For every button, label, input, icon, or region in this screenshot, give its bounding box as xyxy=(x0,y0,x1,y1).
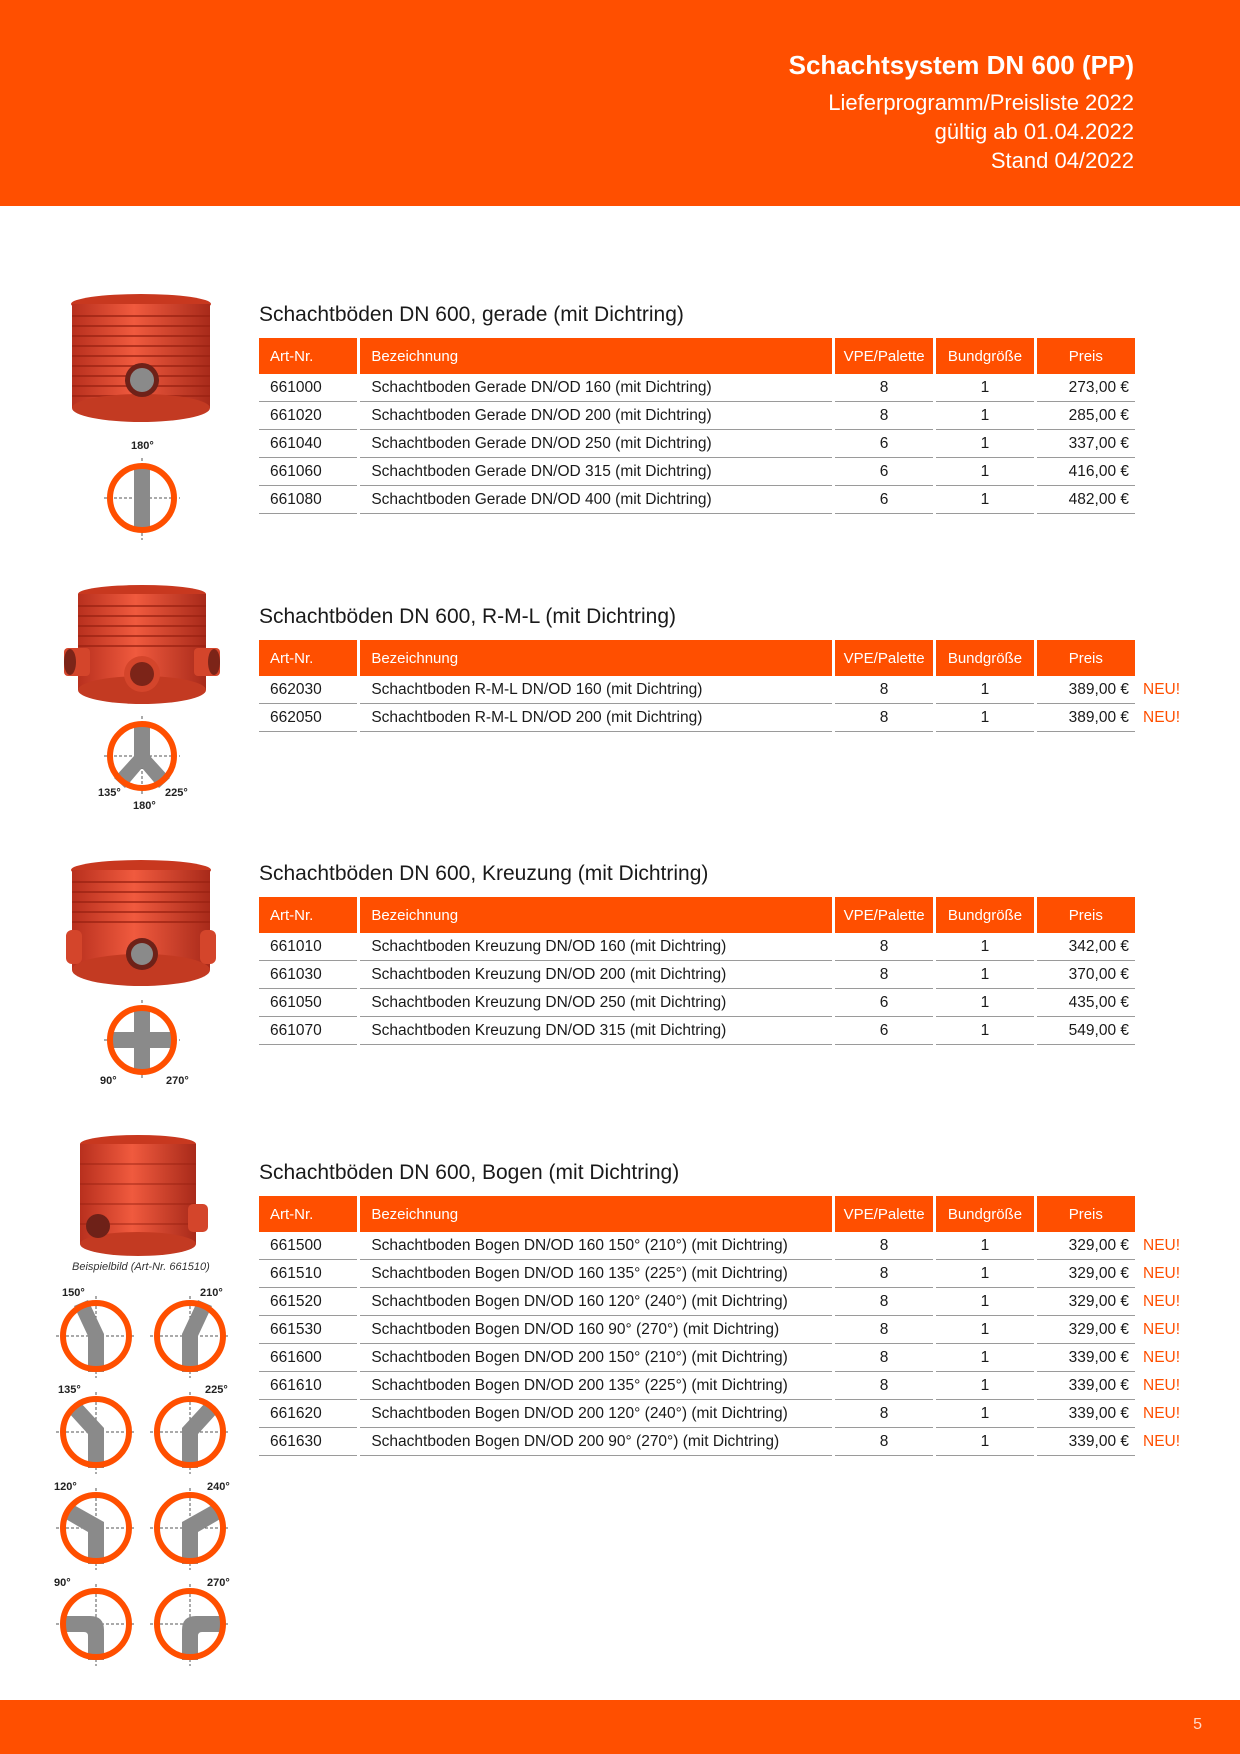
vpe-cell xyxy=(835,430,933,458)
bundle-size-cell-text: 1 xyxy=(980,1292,990,1310)
price-cell-text: 329,00 € xyxy=(1068,1320,1129,1338)
price-table xyxy=(256,338,1138,514)
new-badge: NEU! xyxy=(1143,1377,1181,1394)
angle-label: 270° xyxy=(207,1577,230,1589)
col-header-preis: Preis xyxy=(1037,640,1135,676)
description-cell-text: Schachtboden Bogen DN/OD 200 150° (210°) (mit Dichtring) xyxy=(371,1348,788,1366)
vpe-cell-text: 8 xyxy=(879,680,889,698)
col-header-bezeichnung: Bezeichnung xyxy=(360,1196,832,1232)
description-cell xyxy=(360,1400,832,1428)
valid-from-text: gültig ab 01.04.2022 xyxy=(934,119,1134,144)
article-number-cell-text: 661050 xyxy=(270,993,322,1011)
price-cell xyxy=(1037,1288,1181,1316)
col-header-bezeichnung: Bezeichnung xyxy=(360,338,832,374)
bundle-size-cell-text: 1 xyxy=(980,378,990,396)
col-header-bund: Bundgröße xyxy=(936,897,1033,933)
description-cell xyxy=(360,1428,832,1456)
article-number-cell xyxy=(259,1316,357,1344)
article-number-cell-text: 661070 xyxy=(270,1021,322,1039)
page-header xyxy=(0,0,1240,206)
bundle-size-cell xyxy=(936,1017,1033,1045)
diagram-bogen-120-icon xyxy=(56,1488,136,1570)
bundle-size-cell-text: 1 xyxy=(980,965,990,983)
article-number-cell-text: 661610 xyxy=(270,1376,322,1394)
price-table xyxy=(256,897,1138,1045)
description-cell-text: Schachtboden R-M-L DN/OD 200 (mit Dichtring) xyxy=(371,708,703,726)
bundle-size-cell xyxy=(936,961,1033,989)
vpe-cell-text: 8 xyxy=(879,1320,889,1338)
price-cell xyxy=(1037,1400,1181,1428)
table-row xyxy=(259,1232,1135,1260)
description-cell xyxy=(360,1288,832,1316)
description-cell-text: Schachtboden Gerade DN/OD 400 (mit Dichtring) xyxy=(371,490,712,508)
vpe-cell-text: 8 xyxy=(879,378,889,396)
article-number-cell xyxy=(259,374,357,402)
bundle-size-cell-text: 1 xyxy=(980,1376,990,1394)
vpe-cell-text: 8 xyxy=(879,708,889,726)
section-title: Schachtböden DN 600, R-M-L (mit Dichtring) xyxy=(259,605,677,628)
price-cell-text: 285,00 € xyxy=(1068,406,1129,424)
article-number-cell-text: 661500 xyxy=(270,1236,322,1254)
new-badge: NEU! xyxy=(1143,1349,1181,1366)
col-header-art: Art-Nr. xyxy=(259,897,357,933)
col-header-vpe: VPE/Palette xyxy=(835,338,933,374)
article-number-cell-text: 661010 xyxy=(270,937,322,955)
price-table xyxy=(256,640,1181,732)
price-cell-text: 389,00 € xyxy=(1068,680,1129,698)
table-row xyxy=(259,374,1135,402)
table-row xyxy=(259,458,1135,486)
vpe-cell-text: 8 xyxy=(879,965,889,983)
price-cell-text: 337,00 € xyxy=(1068,434,1129,452)
bundle-size-cell-text: 1 xyxy=(980,708,990,726)
bundle-size-cell-text: 1 xyxy=(980,1348,990,1366)
col-header-bezeichnung: Bezeichnung xyxy=(360,640,832,676)
description-cell-text: Schachtboden Bogen DN/OD 160 90° (270°) (mit Dichtring) xyxy=(371,1320,780,1338)
version-text: Stand 04/2022 xyxy=(990,148,1134,173)
article-number-cell-text: 661000 xyxy=(270,378,322,396)
col-header-vpe: VPE/Palette xyxy=(835,640,933,676)
col-header-vpe: VPE/Palette xyxy=(835,1196,933,1232)
vpe-cell xyxy=(835,458,933,486)
article-number-cell xyxy=(259,1232,357,1260)
description-cell-text: Schachtboden Bogen DN/OD 160 150° (210°) (mit Dichtring) xyxy=(371,1236,788,1254)
angle-label: 225° xyxy=(165,787,188,799)
bundle-size-cell xyxy=(936,486,1033,514)
article-number-cell-text: 662030 xyxy=(270,680,322,698)
diagram-rml-icon xyxy=(104,716,180,796)
diagram-gerade-icon xyxy=(104,458,180,540)
bundle-size-cell-text: 1 xyxy=(980,406,990,424)
table-row xyxy=(259,1428,1135,1456)
description-cell-text: Schachtboden Bogen DN/OD 200 120° (240°) (mit Dichtring) xyxy=(371,1404,788,1422)
page-number: 5 xyxy=(1193,1716,1202,1733)
description-cell xyxy=(360,486,832,514)
article-number-cell-text: 661620 xyxy=(270,1404,322,1422)
article-number-cell xyxy=(259,1372,357,1400)
vpe-cell xyxy=(835,374,933,402)
bundle-size-cell xyxy=(936,1428,1033,1456)
price-cell-text: 339,00 € xyxy=(1068,1376,1129,1394)
product-image-rml xyxy=(64,584,220,708)
bundle-size-cell-text: 1 xyxy=(980,1320,990,1338)
diagram-bogen-150-icon xyxy=(56,1296,136,1378)
table-row xyxy=(259,1344,1135,1372)
price-cell-text: 273,00 € xyxy=(1068,378,1129,396)
vpe-cell xyxy=(835,933,933,961)
article-number-cell-text: 661020 xyxy=(270,406,322,424)
article-number-cell-text: 661030 xyxy=(270,965,322,983)
vpe-cell-text: 6 xyxy=(879,462,889,480)
vpe-cell-text: 8 xyxy=(879,1292,889,1310)
new-badge: NEU! xyxy=(1143,1321,1181,1338)
price-cell-text: 549,00 € xyxy=(1068,1021,1129,1039)
bundle-size-cell-text: 1 xyxy=(980,1236,990,1254)
bundle-size-cell xyxy=(936,1400,1033,1428)
article-number-cell-text: 661510 xyxy=(270,1264,322,1282)
vpe-cell xyxy=(835,989,933,1017)
description-cell xyxy=(360,458,832,486)
angle-label: 180° xyxy=(133,800,156,812)
description-cell-text: Schachtboden Bogen DN/OD 160 120° (240°) (mit Dichtring) xyxy=(371,1292,788,1310)
vpe-cell xyxy=(835,1017,933,1045)
table-row xyxy=(259,1017,1135,1045)
table-row xyxy=(259,486,1135,514)
angle-label: 120° xyxy=(54,1481,77,1493)
article-number-cell-text: 662050 xyxy=(270,708,322,726)
description-cell-text: Schachtboden Kreuzung DN/OD 200 (mit Dichtring) xyxy=(371,965,727,983)
price-cell xyxy=(1037,374,1135,402)
product-image-bogen xyxy=(74,1134,212,1262)
vpe-cell xyxy=(835,402,933,430)
vpe-cell-text: 6 xyxy=(879,1021,889,1039)
description-cell xyxy=(360,1232,832,1260)
price-cell xyxy=(1037,486,1135,514)
article-number-cell xyxy=(259,1260,357,1288)
description-cell-text: Schachtboden Kreuzung DN/OD 315 (mit Dichtring) xyxy=(371,1021,727,1039)
bundle-size-cell xyxy=(936,989,1033,1017)
new-badge: NEU! xyxy=(1143,1433,1181,1450)
article-number-cell-text: 661080 xyxy=(270,490,322,508)
section-title: Schachtböden DN 600, gerade (mit Dichtring) xyxy=(259,303,684,326)
col-header-art: Art-Nr. xyxy=(259,1196,357,1232)
col-header-bund: Bundgröße xyxy=(936,338,1033,374)
vpe-cell xyxy=(835,1260,933,1288)
table-row xyxy=(259,1400,1135,1428)
price-cell xyxy=(1037,676,1181,704)
angle-label: 90° xyxy=(54,1577,71,1589)
bundle-size-cell xyxy=(936,704,1033,732)
new-badge: NEU! xyxy=(1143,681,1181,698)
diagram-bogen-135-icon xyxy=(56,1392,136,1474)
vpe-cell xyxy=(835,1316,933,1344)
product-image-kreuzung xyxy=(66,858,216,994)
price-cell xyxy=(1037,402,1135,430)
bundle-size-cell xyxy=(936,676,1033,704)
description-cell-text: Schachtboden Bogen DN/OD 200 135° (225°) (mit Dichtring) xyxy=(371,1376,788,1394)
description-cell xyxy=(360,676,832,704)
price-cell xyxy=(1037,933,1135,961)
description-cell xyxy=(360,1316,832,1344)
angle-label: 270° xyxy=(166,1075,189,1087)
description-cell-text: Schachtboden Gerade DN/OD 200 (mit Dichtring) xyxy=(371,406,712,424)
description-cell xyxy=(360,430,832,458)
bundle-size-cell-text: 1 xyxy=(980,490,990,508)
description-cell xyxy=(360,402,832,430)
price-cell-text: 342,00 € xyxy=(1068,937,1129,955)
article-number-cell xyxy=(259,1400,357,1428)
table-row xyxy=(259,676,1135,704)
article-number-cell-text: 661060 xyxy=(270,462,322,480)
vpe-cell-text: 8 xyxy=(879,1264,889,1282)
bundle-size-cell xyxy=(936,1316,1033,1344)
price-cell xyxy=(1037,961,1135,989)
section-rml xyxy=(259,602,1181,732)
price-cell xyxy=(1037,1017,1135,1045)
col-header-preis: Preis xyxy=(1037,1196,1135,1232)
price-cell xyxy=(1037,1316,1181,1344)
table-row xyxy=(259,1316,1135,1344)
description-cell xyxy=(360,374,832,402)
page-footer xyxy=(0,1700,1240,1754)
description-cell xyxy=(360,1017,832,1045)
diagram-bogen-90-icon xyxy=(56,1584,136,1666)
table-row xyxy=(259,704,1135,732)
article-number-cell xyxy=(259,1288,357,1316)
table-row xyxy=(259,1372,1135,1400)
product-image-gerade xyxy=(66,292,216,432)
angle-label: 135° xyxy=(58,1384,81,1396)
image-caption: Beispielbild (Art-Nr. 661510) xyxy=(72,1261,210,1273)
page-title: Schachtsystem DN 600 (PP) xyxy=(788,50,1134,80)
bundle-size-cell xyxy=(936,1288,1033,1316)
bundle-size-cell xyxy=(936,1260,1033,1288)
bundle-size-cell-text: 1 xyxy=(980,1404,990,1422)
bundle-size-cell xyxy=(936,430,1033,458)
price-cell-text: 329,00 € xyxy=(1068,1264,1129,1282)
article-number-cell-text: 661040 xyxy=(270,434,322,452)
angle-label: 225° xyxy=(205,1384,228,1396)
col-header-bund: Bundgröße xyxy=(936,640,1033,676)
article-number-cell xyxy=(259,1344,357,1372)
col-header-bezeichnung: Bezeichnung xyxy=(360,897,832,933)
bundle-size-cell-text: 1 xyxy=(980,1264,990,1282)
vpe-cell-text: 6 xyxy=(879,993,889,1011)
vpe-cell-text: 8 xyxy=(879,406,889,424)
vpe-cell-text: 6 xyxy=(879,490,889,508)
angle-label: 210° xyxy=(200,1287,223,1299)
angle-label: 240° xyxy=(207,1481,230,1493)
vpe-cell xyxy=(835,1288,933,1316)
new-badge: NEU! xyxy=(1143,1265,1181,1282)
price-cell xyxy=(1037,704,1181,732)
col-header-preis: Preis xyxy=(1037,338,1135,374)
price-cell xyxy=(1037,1260,1181,1288)
description-cell-text: Schachtboden Kreuzung DN/OD 250 (mit Dichtring) xyxy=(371,993,727,1011)
article-number-cell-text: 661520 xyxy=(270,1292,322,1310)
article-number-cell-text: 661530 xyxy=(270,1320,322,1338)
article-number-cell xyxy=(259,430,357,458)
price-cell xyxy=(1037,430,1135,458)
price-cell-text: 416,00 € xyxy=(1068,462,1129,480)
new-badge: NEU! xyxy=(1143,1293,1181,1310)
description-cell-text: Schachtboden Bogen DN/OD 160 135° (225°) (mit Dichtring) xyxy=(371,1264,788,1282)
price-cell-text: 482,00 € xyxy=(1068,490,1129,508)
price-table xyxy=(256,1196,1181,1456)
price-cell-text: 339,00 € xyxy=(1068,1348,1129,1366)
table-row xyxy=(259,402,1135,430)
article-number-cell xyxy=(259,961,357,989)
diagram-bogen-270-icon xyxy=(150,1584,230,1666)
section-title: Schachtböden DN 600, Kreuzung (mit Dichtring) xyxy=(259,862,709,885)
diagram-bogen-225-icon xyxy=(150,1392,230,1474)
article-number-cell xyxy=(259,458,357,486)
bundle-size-cell xyxy=(936,933,1033,961)
article-number-cell xyxy=(259,402,357,430)
vpe-cell xyxy=(835,1344,933,1372)
article-number-cell-text: 661630 xyxy=(270,1432,322,1450)
col-header-preis: Preis xyxy=(1037,897,1135,933)
table-row xyxy=(259,1260,1135,1288)
description-cell xyxy=(360,1372,832,1400)
vpe-cell-text: 6 xyxy=(879,434,889,452)
table-row xyxy=(259,961,1135,989)
description-cell xyxy=(360,704,832,732)
price-cell xyxy=(1037,989,1135,1017)
price-cell xyxy=(1037,458,1135,486)
table-row xyxy=(259,1288,1135,1316)
vpe-cell xyxy=(835,704,933,732)
vpe-cell-text: 8 xyxy=(879,1404,889,1422)
bundle-size-cell xyxy=(936,402,1033,430)
vpe-cell xyxy=(835,961,933,989)
bundle-size-cell-text: 1 xyxy=(980,1432,990,1450)
new-badge: NEU! xyxy=(1143,1405,1181,1422)
article-number-cell xyxy=(259,676,357,704)
article-number-cell xyxy=(259,933,357,961)
vpe-cell-text: 8 xyxy=(879,1432,889,1450)
description-cell xyxy=(360,933,832,961)
diagram-bogen-240-icon xyxy=(150,1488,230,1570)
vpe-cell-text: 8 xyxy=(879,937,889,955)
bundle-size-cell-text: 1 xyxy=(980,993,990,1011)
bundle-size-cell-text: 1 xyxy=(980,1021,990,1039)
bundle-size-cell xyxy=(936,1344,1033,1372)
bundle-size-cell xyxy=(936,458,1033,486)
vpe-cell xyxy=(835,1232,933,1260)
description-cell-text: Schachtboden Kreuzung DN/OD 160 (mit Dichtring) xyxy=(371,937,727,955)
bundle-size-cell-text: 1 xyxy=(980,680,990,698)
bundle-size-cell-text: 1 xyxy=(980,937,990,955)
price-cell-text: 339,00 € xyxy=(1068,1404,1129,1422)
vpe-cell-text: 8 xyxy=(879,1348,889,1366)
col-header-bund: Bundgröße xyxy=(936,1196,1033,1232)
section-kreuzung xyxy=(259,859,1135,1045)
description-cell-text: Schachtboden R-M-L DN/OD 160 (mit Dichtring) xyxy=(371,680,703,698)
description-cell-text: Schachtboden Gerade DN/OD 315 (mit Dichtring) xyxy=(371,462,712,480)
vpe-cell-text: 8 xyxy=(879,1236,889,1254)
table-row xyxy=(259,933,1135,961)
article-number-cell xyxy=(259,486,357,514)
angle-label: 150° xyxy=(62,1287,85,1299)
description-cell xyxy=(360,1260,832,1288)
price-cell-text: 435,00 € xyxy=(1068,993,1129,1011)
bundle-size-cell xyxy=(936,1232,1033,1260)
col-header-art: Art-Nr. xyxy=(259,640,357,676)
price-cell-text: 329,00 € xyxy=(1068,1292,1129,1310)
section-gerade xyxy=(259,300,1135,514)
description-cell-text: Schachtboden Bogen DN/OD 200 90° (270°) (mit Dichtring) xyxy=(371,1432,780,1450)
article-number-cell xyxy=(259,1428,357,1456)
article-number-cell-text: 661600 xyxy=(270,1348,322,1366)
description-cell xyxy=(360,989,832,1017)
new-badge: NEU! xyxy=(1143,1237,1181,1254)
vpe-cell-text: 8 xyxy=(879,1376,889,1394)
table-row xyxy=(259,989,1135,1017)
angle-label: 90° xyxy=(100,1075,117,1087)
vpe-cell xyxy=(835,1400,933,1428)
angle-label: 135° xyxy=(98,787,121,799)
vpe-cell xyxy=(835,1372,933,1400)
price-cell-text: 370,00 € xyxy=(1068,965,1129,983)
vpe-cell xyxy=(835,1428,933,1456)
price-list-subtitle: Lieferprogramm/Preisliste 2022 xyxy=(828,90,1134,115)
vpe-cell xyxy=(835,676,933,704)
bundle-size-cell-text: 1 xyxy=(980,434,990,452)
article-number-cell xyxy=(259,989,357,1017)
price-cell xyxy=(1037,1344,1181,1372)
description-cell-text: Schachtboden Gerade DN/OD 160 (mit Dichtring) xyxy=(371,378,712,396)
section-bogen xyxy=(259,1158,1181,1456)
section-title: Schachtböden DN 600, Bogen (mit Dichtring) xyxy=(259,1161,680,1184)
vpe-cell xyxy=(835,486,933,514)
new-badge: NEU! xyxy=(1143,709,1181,726)
price-cell-text: 339,00 € xyxy=(1068,1432,1129,1450)
bundle-size-cell xyxy=(936,374,1033,402)
price-cell-text: 389,00 € xyxy=(1068,708,1129,726)
col-header-vpe: VPE/Palette xyxy=(835,897,933,933)
description-cell xyxy=(360,1344,832,1372)
description-cell xyxy=(360,961,832,989)
price-cell xyxy=(1037,1232,1181,1260)
bundle-size-cell-text: 1 xyxy=(980,462,990,480)
price-cell xyxy=(1037,1428,1181,1456)
article-number-cell xyxy=(259,704,357,732)
article-number-cell xyxy=(259,1017,357,1045)
bundle-size-cell xyxy=(936,1372,1033,1400)
price-cell-text: 329,00 € xyxy=(1068,1236,1129,1254)
angle-label: 180° xyxy=(131,440,154,452)
table-row xyxy=(259,430,1135,458)
col-header-art: Art-Nr. xyxy=(259,338,357,374)
diagram-bogen-210-icon xyxy=(150,1296,230,1378)
price-cell xyxy=(1037,1372,1181,1400)
diagram-kreuzung-icon xyxy=(104,1000,180,1080)
description-cell-text: Schachtboden Gerade DN/OD 250 (mit Dichtring) xyxy=(371,434,712,452)
